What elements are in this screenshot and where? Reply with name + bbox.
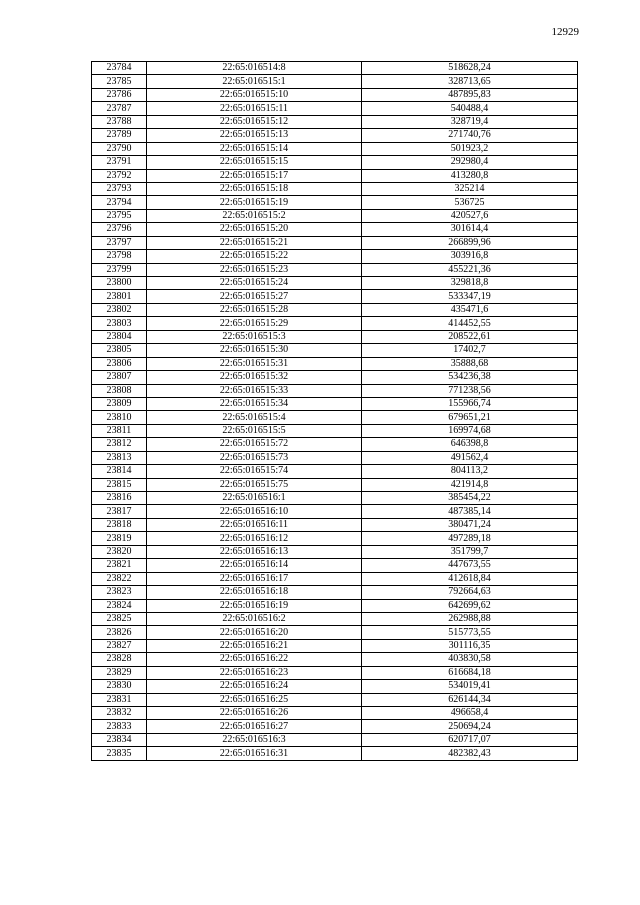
- row-number-cell: 23803: [92, 317, 147, 330]
- cadastral-value-cell: 496658,4: [362, 707, 578, 720]
- cadastral-value-cell: 482382,43: [362, 747, 578, 760]
- cadastral-value-cell: 487895,83: [362, 88, 578, 101]
- row-number-cell: 23830: [92, 680, 147, 693]
- cadastral-value-cell: 533347,19: [362, 290, 578, 303]
- row-number-cell: 23806: [92, 357, 147, 370]
- cadastral-number-cell: 22:65:016515:13: [147, 129, 362, 142]
- cadastral-number-cell: 22:65:016515:22: [147, 250, 362, 263]
- cadastral-value-cell: 642699,62: [362, 599, 578, 612]
- table-row: [92, 75, 578, 88]
- cadastral-number-cell: 22:65:016515:1: [147, 75, 362, 88]
- cadastral-number-cell: 22:65:016516:21: [147, 639, 362, 652]
- table-row: [92, 451, 578, 464]
- cadastral-number-cell: 22:65:016515:11: [147, 102, 362, 115]
- cadastral-value-cell: 435471,6: [362, 303, 578, 316]
- table-row: [92, 505, 578, 518]
- table-row: [92, 384, 578, 397]
- table-row: [92, 572, 578, 585]
- row-number-cell: 23816: [92, 492, 147, 505]
- cadastral-value-cell: 540488,4: [362, 102, 578, 115]
- cadastral-value-cell: 329818,8: [362, 277, 578, 290]
- row-number-cell: 23818: [92, 518, 147, 531]
- row-number-cell: 23817: [92, 505, 147, 518]
- table-row: [92, 303, 578, 316]
- cadastral-value-cell: 414452,55: [362, 317, 578, 330]
- row-number-cell: 23832: [92, 707, 147, 720]
- table-row: [92, 545, 578, 558]
- cadastral-value-cell: 616684,18: [362, 666, 578, 679]
- table-row: [92, 478, 578, 491]
- row-number-cell: 23825: [92, 612, 147, 625]
- cadastral-number-cell: 22:65:016514:8: [147, 62, 362, 75]
- cadastral-value-cell: 455221,36: [362, 263, 578, 276]
- cadastral-value-table: [91, 61, 578, 761]
- row-number-cell: 23835: [92, 747, 147, 760]
- table-row: [92, 169, 578, 182]
- cadastral-value-cell: 35888,68: [362, 357, 578, 370]
- cadastral-value-cell: 497289,18: [362, 532, 578, 545]
- cadastral-number-cell: 22:65:016515:72: [147, 438, 362, 451]
- cadastral-value-cell: 301116,35: [362, 639, 578, 652]
- cadastral-number-cell: 22:65:016515:28: [147, 303, 362, 316]
- table-row: [92, 317, 578, 330]
- table-row: [92, 397, 578, 410]
- row-number-cell: 23809: [92, 397, 147, 410]
- table-row: [92, 196, 578, 209]
- table-row: [92, 653, 578, 666]
- cadastral-value-cell: 155966,74: [362, 397, 578, 410]
- row-number-cell: 23810: [92, 411, 147, 424]
- row-number-cell: 23827: [92, 639, 147, 652]
- cadastral-value-cell: 620717,07: [362, 733, 578, 746]
- cadastral-number-cell: 22:65:016516:24: [147, 680, 362, 693]
- cadastral-number-cell: 22:65:016515:24: [147, 277, 362, 290]
- table-row: [92, 411, 578, 424]
- cadastral-value-cell: 303916,8: [362, 250, 578, 263]
- table-row: [92, 639, 578, 652]
- cadastral-number-cell: 22:65:016515:15: [147, 156, 362, 169]
- table-row: [92, 747, 578, 760]
- cadastral-number-cell: 22:65:016515:31: [147, 357, 362, 370]
- row-number-cell: 23796: [92, 223, 147, 236]
- table-row: [92, 693, 578, 706]
- cadastral-value-cell: 328713,65: [362, 75, 578, 88]
- cadastral-number-cell: 22:65:016516:19: [147, 599, 362, 612]
- cadastral-number-cell: 22:65:016516:17: [147, 572, 362, 585]
- row-number-cell: 23789: [92, 129, 147, 142]
- table-row: [92, 277, 578, 290]
- table-row: [92, 115, 578, 128]
- cadastral-number-cell: 22:65:016515:17: [147, 169, 362, 182]
- table-row: [92, 250, 578, 263]
- table-row: [92, 344, 578, 357]
- table-row: [92, 438, 578, 451]
- cadastral-number-cell: 22:65:016515:2: [147, 209, 362, 222]
- cadastral-number-cell: 22:65:016515:4: [147, 411, 362, 424]
- row-number-cell: 23799: [92, 263, 147, 276]
- row-number-cell: 23814: [92, 465, 147, 478]
- row-number-cell: 23828: [92, 653, 147, 666]
- cadastral-number-cell: 22:65:016515:5: [147, 424, 362, 437]
- cadastral-number-cell: 22:65:016516:3: [147, 733, 362, 746]
- row-number-cell: 23834: [92, 733, 147, 746]
- cadastral-number-cell: 22:65:016516:23: [147, 666, 362, 679]
- cadastral-number-cell: 22:65:016516:2: [147, 612, 362, 625]
- cadastral-value-cell: 447673,55: [362, 559, 578, 572]
- table-row: [92, 518, 578, 531]
- table-row: [92, 357, 578, 370]
- cadastral-value-cell: 262988,88: [362, 612, 578, 625]
- row-number-cell: 23795: [92, 209, 147, 222]
- table-row: [92, 559, 578, 572]
- cadastral-number-cell: 22:65:016515:27: [147, 290, 362, 303]
- row-number-cell: 23792: [92, 169, 147, 182]
- cadastral-value-cell: 301614,4: [362, 223, 578, 236]
- cadastral-number-cell: 22:65:016515:19: [147, 196, 362, 209]
- cadastral-number-cell: 22:65:016516:1: [147, 492, 362, 505]
- row-number-cell: 23791: [92, 156, 147, 169]
- cadastral-value-cell: 292980,4: [362, 156, 578, 169]
- table-row: [92, 733, 578, 746]
- table-row: [92, 88, 578, 101]
- cadastral-value-cell: 271740,76: [362, 129, 578, 142]
- row-number-cell: 23819: [92, 532, 147, 545]
- cadastral-value-cell: 385454,22: [362, 492, 578, 505]
- cadastral-value-cell: 169974,68: [362, 424, 578, 437]
- row-number-cell: 23786: [92, 88, 147, 101]
- table-row: [92, 465, 578, 478]
- row-number-cell: 23802: [92, 303, 147, 316]
- table-row: [92, 707, 578, 720]
- cadastral-value-cell: 325214: [362, 182, 578, 195]
- table-row: [92, 720, 578, 733]
- table-row: [92, 586, 578, 599]
- row-number-cell: 23811: [92, 424, 147, 437]
- cadastral-value-cell: 792664,63: [362, 586, 578, 599]
- cadastral-value-cell: 804113,2: [362, 465, 578, 478]
- table-body: [92, 62, 578, 761]
- cadastral-number-cell: 22:65:016516:10: [147, 505, 362, 518]
- cadastral-value-cell: 403830,58: [362, 653, 578, 666]
- cadastral-number-cell: 22:65:016516:27: [147, 720, 362, 733]
- cadastral-number-cell: 22:65:016515:21: [147, 236, 362, 249]
- row-number-cell: 23787: [92, 102, 147, 115]
- row-number-cell: 23801: [92, 290, 147, 303]
- cadastral-value-cell: 536725: [362, 196, 578, 209]
- row-number-cell: 23824: [92, 599, 147, 612]
- cadastral-number-cell: 22:65:016515:10: [147, 88, 362, 101]
- cadastral-number-cell: 22:65:016516:31: [147, 747, 362, 760]
- cadastral-number-cell: 22:65:016516:20: [147, 626, 362, 639]
- row-number-cell: 23793: [92, 182, 147, 195]
- cadastral-value-cell: 328719,4: [362, 115, 578, 128]
- cadastral-value-cell: 487385,14: [362, 505, 578, 518]
- cadastral-value-cell: 771238,56: [362, 384, 578, 397]
- row-number-cell: 23815: [92, 478, 147, 491]
- cadastral-value-cell: 646398,8: [362, 438, 578, 451]
- table-row: [92, 626, 578, 639]
- cadastral-number-cell: 22:65:016515:12: [147, 115, 362, 128]
- row-number-cell: 23829: [92, 666, 147, 679]
- table-row: [92, 599, 578, 612]
- cadastral-value-cell: 412618,84: [362, 572, 578, 585]
- row-number-cell: 23804: [92, 330, 147, 343]
- cadastral-number-cell: 22:65:016515:34: [147, 397, 362, 410]
- cadastral-number-cell: 22:65:016516:12: [147, 532, 362, 545]
- cadastral-value-cell: 250694,24: [362, 720, 578, 733]
- row-number-cell: 23820: [92, 545, 147, 558]
- table-row: [92, 182, 578, 195]
- table-row: [92, 156, 578, 169]
- cadastral-number-cell: 22:65:016516:14: [147, 559, 362, 572]
- table-row: [92, 102, 578, 115]
- cadastral-number-cell: 22:65:016515:18: [147, 182, 362, 195]
- cadastral-value-cell: 380471,24: [362, 518, 578, 531]
- cadastral-number-cell: 22:65:016515:75: [147, 478, 362, 491]
- table-row: [92, 236, 578, 249]
- cadastral-number-cell: 22:65:016515:32: [147, 371, 362, 384]
- row-number-cell: 23813: [92, 451, 147, 464]
- table-row: [92, 62, 578, 75]
- row-number-cell: 23826: [92, 626, 147, 639]
- row-number-cell: 23790: [92, 142, 147, 155]
- table-row: [92, 290, 578, 303]
- table-row: [92, 209, 578, 222]
- row-number-cell: 23822: [92, 572, 147, 585]
- cadastral-number-cell: 22:65:016515:74: [147, 465, 362, 478]
- row-number-cell: 23797: [92, 236, 147, 249]
- table-row: [92, 330, 578, 343]
- cadastral-value-cell: 351799,7: [362, 545, 578, 558]
- row-number-cell: 23808: [92, 384, 147, 397]
- cadastral-number-cell: 22:65:016516:25: [147, 693, 362, 706]
- table-row: [92, 680, 578, 693]
- row-number-cell: 23800: [92, 277, 147, 290]
- table-row: [92, 612, 578, 625]
- table-row: [92, 142, 578, 155]
- cadastral-number-cell: 22:65:016516:22: [147, 653, 362, 666]
- row-number-cell: 23805: [92, 344, 147, 357]
- cadastral-value-cell: 534236,38: [362, 371, 578, 384]
- row-number-cell: 23785: [92, 75, 147, 88]
- cadastral-number-cell: 22:65:016516:11: [147, 518, 362, 531]
- row-number-cell: 23812: [92, 438, 147, 451]
- cadastral-value-cell: 679651,21: [362, 411, 578, 424]
- row-number-cell: 23784: [92, 62, 147, 75]
- cadastral-value-cell: 518628,24: [362, 62, 578, 75]
- cadastral-number-cell: 22:65:016516:13: [147, 545, 362, 558]
- page-number: 12929: [551, 26, 579, 38]
- table-row: [92, 263, 578, 276]
- table-row: [92, 129, 578, 142]
- row-number-cell: 23798: [92, 250, 147, 263]
- table-row: [92, 371, 578, 384]
- cadastral-number-cell: 22:65:016515:20: [147, 223, 362, 236]
- row-number-cell: 23788: [92, 115, 147, 128]
- cadastral-value-cell: 421914,8: [362, 478, 578, 491]
- table-row: [92, 424, 578, 437]
- cadastral-number-cell: 22:65:016516:18: [147, 586, 362, 599]
- cadastral-number-cell: 22:65:016515:73: [147, 451, 362, 464]
- cadastral-value-cell: 501923,2: [362, 142, 578, 155]
- cadastral-value-cell: 534019,41: [362, 680, 578, 693]
- row-number-cell: 23821: [92, 559, 147, 572]
- cadastral-value-cell: 515773,55: [362, 626, 578, 639]
- row-number-cell: 23807: [92, 371, 147, 384]
- row-number-cell: 23833: [92, 720, 147, 733]
- cadastral-value-cell: 266899,96: [362, 236, 578, 249]
- row-number-cell: 23794: [92, 196, 147, 209]
- cadastral-number-cell: 22:65:016515:14: [147, 142, 362, 155]
- table-row: [92, 532, 578, 545]
- cadastral-number-cell: 22:65:016515:30: [147, 344, 362, 357]
- cadastral-value-cell: 413280,8: [362, 169, 578, 182]
- cadastral-number-cell: 22:65:016515:3: [147, 330, 362, 343]
- table-row: [92, 223, 578, 236]
- cadastral-value-cell: 17402,7: [362, 344, 578, 357]
- table-row: [92, 492, 578, 505]
- row-number-cell: 23831: [92, 693, 147, 706]
- row-number-cell: 23823: [92, 586, 147, 599]
- cadastral-value-cell: 420527,6: [362, 209, 578, 222]
- cadastral-number-cell: 22:65:016516:26: [147, 707, 362, 720]
- cadastral-value-cell: 626144,34: [362, 693, 578, 706]
- cadastral-number-cell: 22:65:016515:23: [147, 263, 362, 276]
- table-row: [92, 666, 578, 679]
- cadastral-value-cell: 491562,4: [362, 451, 578, 464]
- cadastral-value-cell: 208522,61: [362, 330, 578, 343]
- cadastral-number-cell: 22:65:016515:33: [147, 384, 362, 397]
- cadastral-number-cell: 22:65:016515:29: [147, 317, 362, 330]
